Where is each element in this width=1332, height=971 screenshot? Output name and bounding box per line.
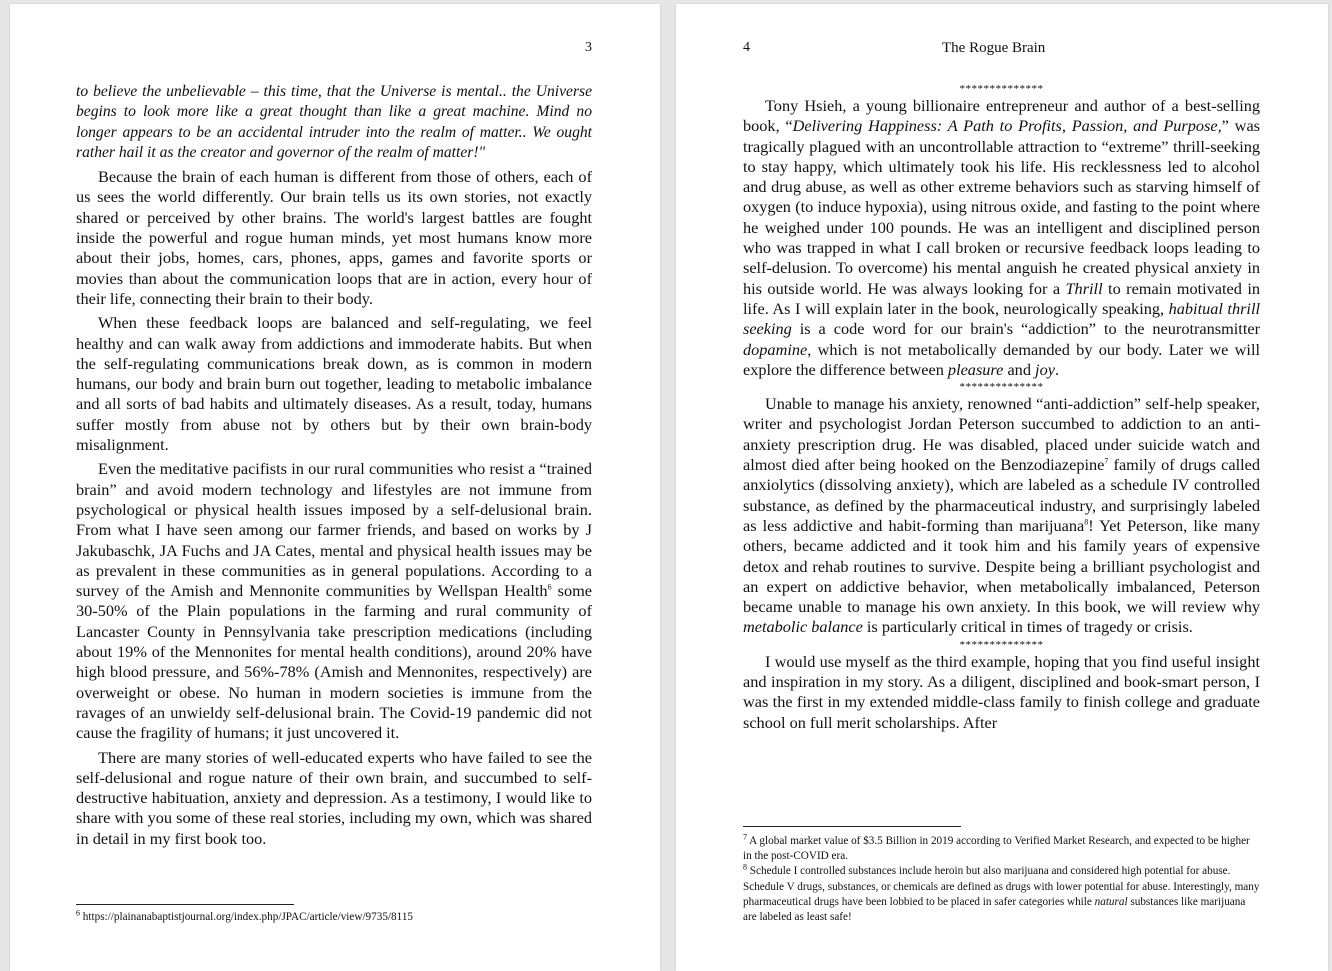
paragraph-text: ” was tragically plagued with an uncontrollable attraction to “extreme” thrill-seeking to stay happy, which ultimately took his life. His recklessness led to alcohol and drug abuse, as well as other extreme behaviors such as starving himself of oxygen (to induce hypoxia), using nitrous oxide, and fasting to the point where he weighed under 100 pounds. He was an intelligent and disciplined person who was trapped in what I call broken or recursive feedback loops leading to self-delusion. To overcome) his mental anguish he created physical anxiety in his outside world. He was always looking for a: [743, 116, 1261, 298]
emphasis: joy: [1035, 359, 1055, 379]
footnote-rule: [76, 904, 294, 905]
paragraph: [76, 459, 592, 743]
footnote-text: https://plainanabaptistjournal.org/index.php/JPAC/article/view/9735/8115: [80, 911, 414, 923]
paragraph-text: is a code word for our brain's “addiction” to the neurotransmitter: [791, 319, 1260, 339]
footnote-text: A global market value of $3.5 Billion in 2019 according to Verified Market Research, and expected to be higher in the post-COVID era.: [743, 835, 1250, 863]
footnote-6: [76, 910, 592, 925]
paragraph-text: ! Yet Peterson, like many others, became addicted and it took him and his family years of expensive detox and rehab routines to survive. Despite being a brilliant psychologist and an expert on addictive behavior, when metabolically imbalanced, Peterson became unable to manage his own anxiety. In this book, we will review why: [743, 515, 1260, 617]
running-head: The Rogue Brain: [942, 40, 1046, 56]
footnote-7: [743, 834, 1260, 864]
quote-paragraph: to believe the unbelievable – this time, that the Universe is mental.. the Universe begins to look more like a great thought than like a great machine. Mind no longer appears to be an accidental intruder into the realm of matter.. We ought rather hail it as the creator and governor of the realm of matter!": [76, 83, 592, 161]
page-number: 4: [743, 40, 750, 55]
left-page-body: [76, 82, 592, 849]
footnote-mark: 8: [743, 862, 747, 872]
footnote-text: Schedule I controlled substances include heroin but also marijuana and considered high potential for abuse. Schedule V drugs, substances, or chemicals are defined as drugs with lower potential for abuse. Interestingly, many pharmaceutical drugs have been lobbied to be placed in safer categories while: [743, 865, 1260, 908]
paragraph-text: and: [1003, 359, 1036, 379]
emphasis: pleasure: [947, 359, 1004, 379]
footnote-text: substances like marijuana are labeled as least safe!: [743, 895, 1246, 924]
section-separator: **************: [959, 381, 1044, 394]
emphasis: metabolic balance: [743, 617, 863, 637]
paragraph-text: to remain motivated in life. As I will explain later in the book, neurologically speaking,: [743, 278, 1260, 318]
paragraph: Because the brain of each human is different from those of others, each of us sees the world differently. Our brain tells us its own stories, not exactly shared or perceived by other brains. The world's largest battles are fought inside the powerful and rogue human minds, yet most humans know more about their jobs, homes, cars, phones, apps, games and favorite sports or movies than about the communication loops that are in action, every hour of their life, connecting their brain to their body.: [76, 167, 592, 308]
paragraph: [743, 96, 1260, 380]
paragraph-text: , which is not metabolically demanded by our body. Later we will explore the difference between: [743, 339, 1260, 379]
paragraph: When these feedback loops are balanced and self-regulating, we feel healthy and can walk away from addictions and immoderate habits. But when the self-regulating communications break down, as is common in modern humans, our body and brain burn out together, leading to metabolic imbalance and all sorts of bad habits and ultimately diseases. As a result, today, humans suffer mostly from abuse not by others but by their own brain-body misalignment.: [76, 313, 592, 455]
paragraph-text: Unable to manage his anxiety, renowned “anti-addiction” self-help speaker, writer and psychologist Jordan Peterson succumbed to addiction to an anti-anxiety prescription drug. He was disabled, placed under suicide watch and almost died after being hooked on the Benzodiazepine: [743, 394, 1260, 475]
paragraph-text: Tony Hsieh, a young billionaire entrepreneur and author of a best-selling book, “: [743, 96, 1260, 136]
footnote-mark: 6: [76, 908, 80, 918]
book-title: Delivering Happiness: A Path to Profits, Passion, and Purpose,: [792, 116, 1222, 136]
footnote-reference[interactable]: 8: [1084, 517, 1089, 527]
right-page-body: [743, 82, 1260, 733]
emphasis: natural: [1094, 895, 1128, 908]
footnote-reference[interactable]: 7: [1104, 456, 1109, 466]
section-separator: **************: [959, 83, 1044, 95]
footnote-rule: [743, 826, 961, 827]
footnote-reference[interactable]: 6: [547, 582, 552, 592]
emphasis: Thrill: [1065, 278, 1103, 298]
paragraph: [743, 394, 1260, 638]
footnote-mark: 7: [743, 832, 747, 842]
footnote-8: [743, 864, 1260, 925]
footnotes: [76, 910, 592, 925]
paragraph: There are many stories of well-educated experts who have failed to see the self-delusional and rogue nature of their own brain, and succumbed to self-destructive habituation, anxiety and depression. As a testimony, I would like to share with you some of these real stories, including my own, which was shared in detail in my first book too.: [76, 747, 592, 848]
right-page: [676, 4, 1328, 971]
paragraph-text: some 30-50% of the Plain populations in the farming and rural community of Lancaster County in Pennsylvania take prescription medications (including about 19% of the Mennonites for mental health conditions), around 20% have high blood pressure, and 56%-78% (Amish and Mennonites, respectively) are overweight or obese. No human in modern societies is immune from the ravages of an unwieldy self-delusional brain. The Covid-19 pandemic did not cause the fragility of humans; it just uncovered it.: [76, 581, 592, 743]
left-page: [10, 4, 660, 971]
paragraph-text: is particularly critical in times of tragedy or crisis.: [862, 617, 1193, 637]
footnotes: [743, 834, 1260, 925]
emphasis: dopamine: [743, 339, 808, 359]
paragraph-text: Even the meditative pacifists in our rural communities who resist a “trained brain” and avoid modern technology and lifestyles are not immune from psychological or physical health issues imposed by a self-delusional brain. From what I have seen among our farmer friends, and based on works by J Jakubaschk, JA Fuchs and JA Cates, mental and physical health issues may be as prevalent in these communities as in general populations. According to a survey of the Amish and Mennonite communities by Wellspan Health: [76, 459, 592, 601]
section-separator: **************: [959, 638, 1044, 651]
emphasis: habitual thrill seeking: [743, 298, 1261, 339]
paragraph-text: .: [1054, 359, 1060, 379]
page-number: 3: [585, 40, 592, 55]
paragraph-text: family of drugs called anxiolytics (dissolving anxiety), which are labeled as a schedule IV controlled substance, as defined by the pharmaceutical industry, and surprisingly labeled as less addictive and habit-forming than marijuana: [743, 455, 1261, 535]
paragraph: I would use myself as the third example, hoping that you find useful insight and inspiration in my story. As a diligent, disciplined and book-smart person, I was the first in my extended middle-class family to finish college and graduate school on full merit scholarships. After: [743, 651, 1260, 732]
